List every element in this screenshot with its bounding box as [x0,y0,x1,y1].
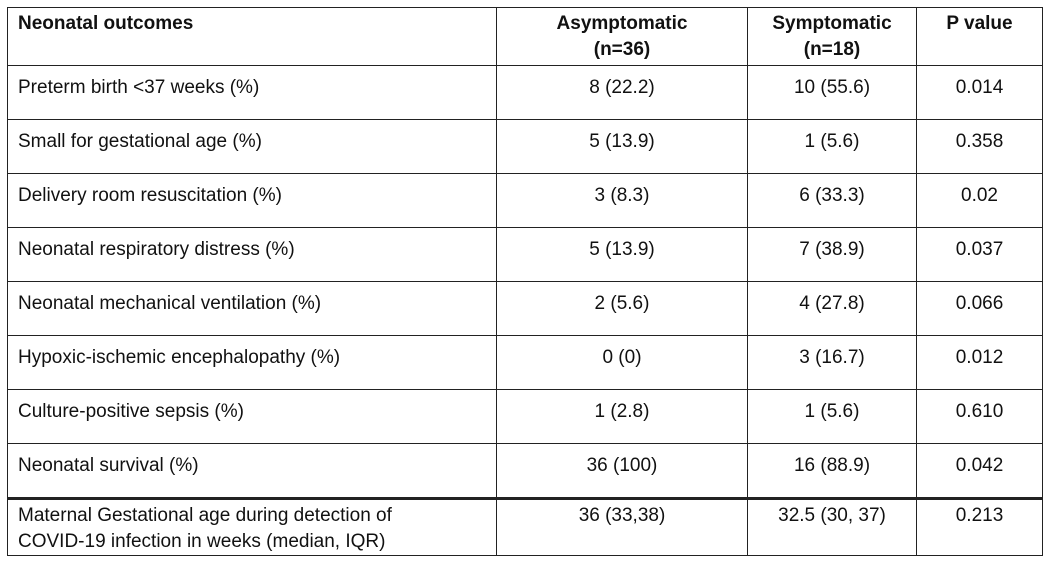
header-p-value-label: P value [946,13,1013,34]
symptomatic-cell: 32.5 (30, 37) [748,499,917,556]
p-value-cell: 0.358 [917,120,1043,174]
table-row [8,282,1043,336]
asymptomatic-cell: 5 (13.9) [497,228,748,282]
asymptomatic-cell: 1 (2.8) [497,390,748,444]
asymptomatic-cell: 36 (33,38) [497,499,748,556]
p-value-cell: 0.014 [917,66,1043,120]
symptomatic-cell: 7 (38.9) [748,228,917,282]
asymptomatic-cell: 0 (0) [497,336,748,390]
symptomatic-cell: 16 (88.9) [748,444,917,499]
table-row [8,120,1043,174]
table-row [8,336,1043,390]
p-value-cell: 0.213 [917,499,1043,556]
outcome-cell: Neonatal respiratory distress (%) [8,228,497,282]
header-cell-outcomes [8,8,497,66]
outcome-cell: Hypoxic-ischemic encephalopathy (%) [8,336,497,390]
outcome-cell: Neonatal survival (%) [8,444,497,499]
symptomatic-cell: 1 (5.6) [748,390,917,444]
outcome-cell [8,499,497,556]
outcome-cell: Delivery room resuscitation (%) [8,174,497,228]
symptomatic-cell: 4 (27.8) [748,282,917,336]
p-value-cell: 0.02 [917,174,1043,228]
header-cell-p-value [917,8,1043,66]
table-row [8,228,1043,282]
header-cell-symptomatic [748,8,917,66]
header-symptomatic-label: Symptomatic [772,13,892,34]
table-row [8,174,1043,228]
header-row [8,8,1043,66]
table-row [8,444,1043,499]
header-cell-asymptomatic [497,8,748,66]
asymptomatic-cell: 5 (13.9) [497,120,748,174]
p-value-cell: 0.610 [917,390,1043,444]
asymptomatic-cell: 2 (5.6) [497,282,748,336]
outcome-line-2: COVID-19 infection in weeks (median, IQR) [18,531,386,552]
table-row-gestational-age [8,499,1043,556]
outcome-cell: Preterm birth <37 weeks (%) [8,66,497,120]
p-value-cell: 0.012 [917,336,1043,390]
symptomatic-cell: 10 (55.6) [748,66,917,120]
outcome-cell: Culture-positive sepsis (%) [8,390,497,444]
asymptomatic-cell: 36 (100) [497,444,748,499]
outcome-line-1: Maternal Gestational age during detection of [18,505,392,526]
symptomatic-cell: 6 (33.3) [748,174,917,228]
outcome-cell: Small for gestational age (%) [8,120,497,174]
table-row [8,390,1043,444]
asymptomatic-cell: 3 (8.3) [497,174,748,228]
header-symptomatic-count: (n=18) [803,39,861,60]
symptomatic-cell: 3 (16.7) [748,336,917,390]
header-asymptomatic-count: (n=36) [593,39,651,60]
neonatal-outcomes-table [7,7,1043,556]
p-value-cell: 0.042 [917,444,1043,499]
table-row [8,66,1043,120]
p-value-cell: 0.037 [917,228,1043,282]
asymptomatic-cell: 8 (22.2) [497,66,748,120]
p-value-cell: 0.066 [917,282,1043,336]
symptomatic-cell: 1 (5.6) [748,120,917,174]
outcome-cell: Neonatal mechanical ventilation (%) [8,282,497,336]
header-outcomes-label: Neonatal outcomes [18,13,194,34]
header-asymptomatic-label: Asymptomatic [556,13,688,34]
